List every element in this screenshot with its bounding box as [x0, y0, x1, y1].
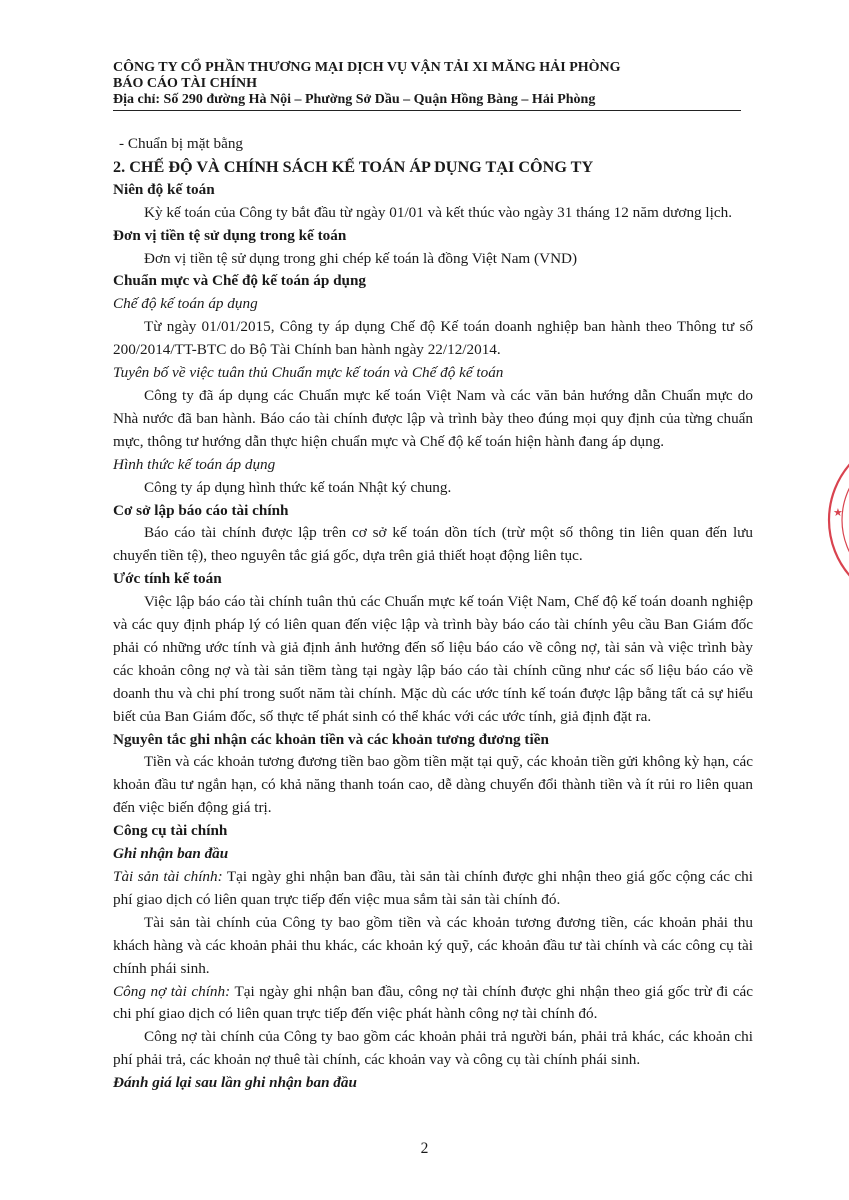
document-body: [113, 133, 753, 1095]
header-divider: [113, 110, 741, 111]
seal-arc-graphic: [819, 440, 849, 600]
heading-standards: Chuẩn mực và Chế độ kế toán áp dụng: [113, 272, 367, 290]
financial-assets-label: Tài sản tài chính:: [113, 868, 223, 885]
financial-liabilities-label: Công nợ tài chính:: [113, 982, 231, 1000]
para-compliance: Công ty đã áp dụng các Chuẩn mực kế toán Việt Nam và các văn bản hướng dẫn Chuẩn mực do Nhà nước đã ban hành. Báo cáo tài chính được lập và trình bày theo đúng mọi quy định của từng chuẩn mực, thông tư hướng dẫn thực hiện chuẩn mực và Chế độ kế toán hiện hành đang áp dụng.: [113, 386, 753, 450]
para-basis: Báo cáo tài chính được lập trên cơ sở kế toán dồn tích (trừ một số thông tin liên quan đến lưu chuyển tiền tệ), theo nguyên tắc giá gốc, dựa trên giả thiết hoạt động liên tục.: [113, 524, 753, 565]
svg-text:★: ★: [833, 506, 843, 519]
heading-fiscal-year: Niên độ kế toán: [113, 180, 215, 198]
section-2-title: 2. CHẾ ĐỘ VÀ CHÍNH SÁCH KẾ TOÁN ÁP DỤNG TẠI CÔNG TY: [113, 157, 594, 176]
heading-basis: Cơ sở lập báo cáo tài chính: [113, 501, 289, 519]
heading-instruments: Công cụ tài chính: [113, 822, 228, 840]
company-seal-fragment: [819, 440, 849, 600]
bullet-site-prep: - Chuẩn bị mặt bằng: [119, 135, 244, 152]
heading-cash: Nguyên tắc ghi nhận các khoản tiền và các khoản tương đương tiền: [113, 730, 549, 748]
para-form: Công ty áp dụng hình thức kế toán Nhật ký chung.: [144, 478, 452, 496]
subheading-regime: Chế độ kế toán áp dụng: [113, 295, 258, 313]
page-header: [113, 60, 753, 108]
subheading-compliance: Tuyên bố về việc tuân thủ Chuẩn mực kế toán và Chế độ kế toán: [113, 364, 504, 382]
para-financial-liabilities: [113, 981, 753, 1027]
para-estimates: Việc lập báo cáo tài chính tuân thủ các Chuẩn mực kế toán Việt Nam, Chế độ kế toán doanh nghiệp và các quy định pháp lý có liên quan đến việc lập và trình bày báo cáo tài chính yêu cầu Ban Giám đốc phải có những ước tính và giả định ảnh hưởng đến số liệu báo cáo về công nợ, tài sản và việc trình bày các khoản công nợ và tài sản tiềm tàng tại ngày lập báo cáo tài chính cũng như các số liệu báo cáo về doanh thu và chi phí trong suốt năm tài chính. Mặc dù các ước tính kế toán được lập bằng tất cả sự hiểu biết của Ban Giám đốc, số thực tế phát sinh có thể khác với các ước tính, giả định đặt ra.: [113, 593, 753, 725]
para-cash: Tiền và các khoản tương đương tiền bao gồm tiền mặt tại quỹ, các khoản tiền gửi không kỳ hạn, các khoản đầu tư ngắn hạn, có khả năng thanh toán cao, dễ dàng chuyển đổi thành tiền và ít rủi ro liên quan đến việc biến động giá trị.: [113, 753, 753, 817]
financial-assets-text: Tại ngày ghi nhận ban đầu, tài sản tài chính được ghi nhận theo giá gốc cộng các chi phí giao dịch có liên quan trực tiếp đến việc mua sắm tài sản tài chính đó.: [113, 868, 753, 908]
heading-estimates: Ước tính kế toán: [113, 570, 222, 588]
company-address: Địa chỉ: Số 290 đường Hà Nội – Phường Sở Dầu – Quận Hồng Bàng – Hải Phòng: [113, 92, 596, 107]
heading-currency: Đơn vị tiền tệ sử dụng trong kế toán: [113, 226, 347, 244]
para-assets-list: Tài sản tài chính của Công ty bao gồm tiền và các khoản tương đương tiền, các khoản phải thu khách hàng và các khoản phải thu khác, các khoản ký quỹ, các khoản đầu tư tài chính và các công cụ tài chính phái sinh.: [113, 913, 753, 977]
subheading-initial-recognition: Ghi nhận ban đầu: [113, 845, 229, 863]
para-liabilities-list: Công nợ tài chính của Công ty bao gồm các khoản phải trả người bán, phải trả khác, các khoản chi phí phải trả, các khoản nợ thuê tài chính, các khoản vay và công cụ tài chính phái sinh.: [113, 1028, 753, 1069]
subheading-revaluation: Đánh giá lại sau lần ghi nhận ban đầu: [113, 1074, 357, 1092]
page-number: 2: [420, 1140, 429, 1157]
company-name: CÔNG TY CỔ PHẦN THƯƠNG MẠI DỊCH VỤ VẬN TẢI XI MĂNG HẢI PHÒNG: [113, 60, 621, 75]
financial-liabilities-text: Tại ngày ghi nhận ban đầu, công nợ tài chính được ghi nhận theo giá gốc trừ đi các chi phí giao dịch có liên quan trực tiếp đến việc phát hành công nợ tài chính đó.: [113, 982, 753, 1023]
report-title: BÁO CÁO TÀI CHÍNH: [113, 76, 258, 91]
para-currency: Đơn vị tiền tệ sử dụng trong ghi chép kế toán là đồng Việt Nam (VND): [144, 249, 578, 267]
para-fiscal-year: Kỳ kế toán của Công ty bắt đầu từ ngày 01/01 và kết thúc vào ngày 31 tháng 12 năm dương lịch.: [144, 203, 732, 221]
para-financial-assets: [113, 866, 753, 912]
para-regime: Từ ngày 01/01/2015, Công ty áp dụng Chế độ Kế toán doanh nghiệp ban hành theo Thông tư số 200/2014/TT-BTC do Bộ Tài Chính ban hành ngày 22/12/2014.: [113, 318, 753, 359]
subheading-form: Hình thức kế toán áp dụng: [113, 455, 276, 473]
